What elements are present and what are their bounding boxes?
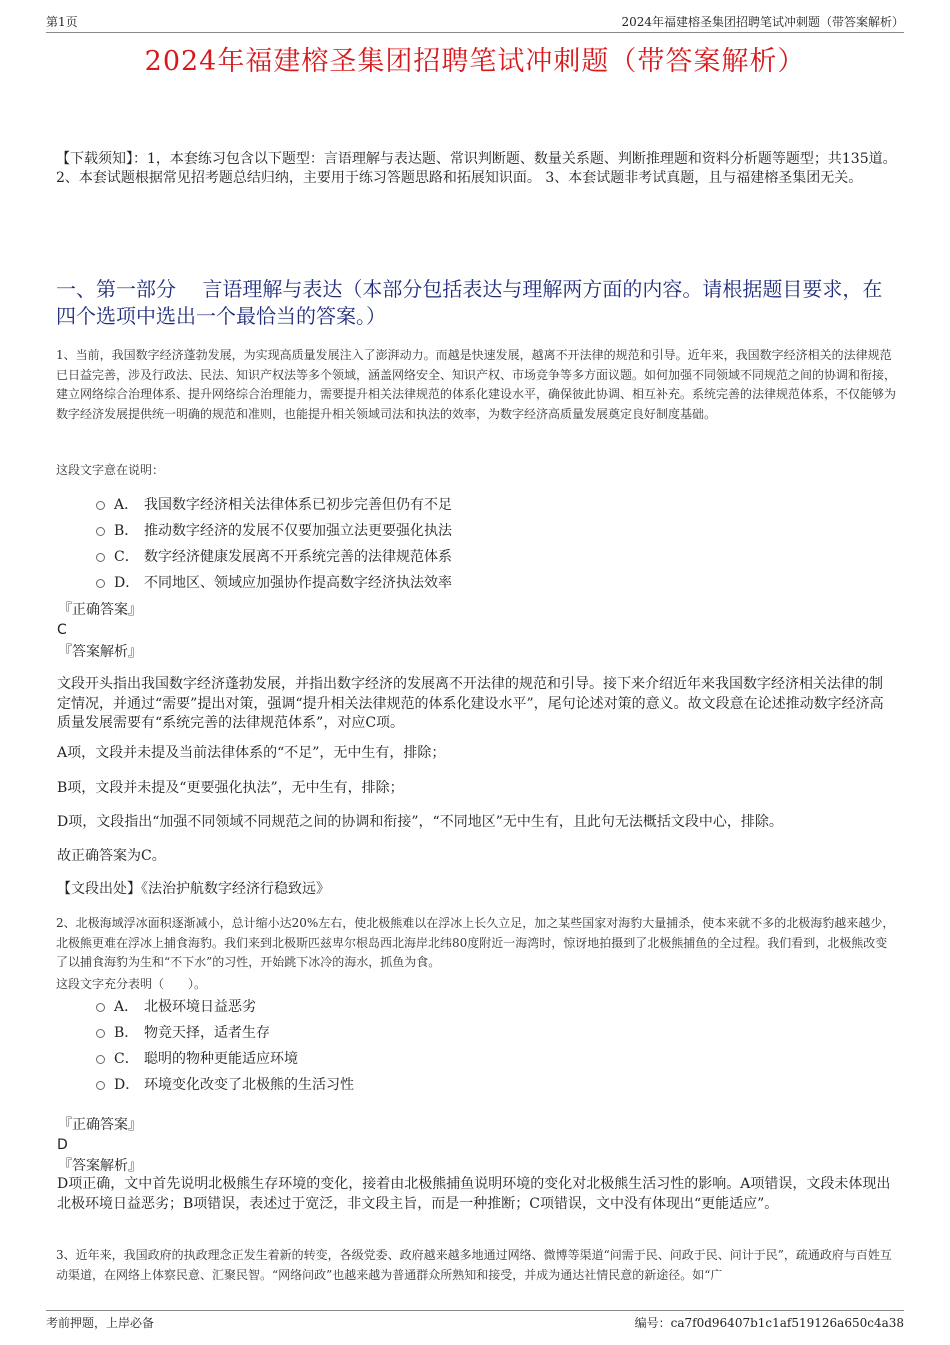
page-title: 2024年福建榕圣集团招聘笔试冲刺题（带答案解析） — [144, 46, 806, 77]
option-text: 聪明的物种更能适应环境 — [144, 1051, 298, 1067]
radio-icon[interactable] — [96, 1029, 105, 1038]
option-d[interactable] — [96, 1072, 796, 1098]
question-2-prompt: 这段文字充分表明（ ）。 — [56, 977, 207, 991]
radio-icon[interactable] — [96, 1003, 105, 1012]
answer-label: 『正确答案』 — [58, 602, 142, 618]
question-3-text: 3、近年来，我国政府的执政理念正发生着新的转变，各级党委、政府越来越多地通过网络、微博等渠道“问需于民、问政于民、问计于民”，疏通政府与百姓互动渠道，在网络上体察民意、汇聚民智。“网络问政”也越来越为普通群众所熟知和接受，并成为通达社情民意的新途径。如“广 — [56, 1248, 892, 1282]
download-notice: 【下载须知】：1，本套练习包含以下题型：言语理解与表达题、常识判断题、数量关系题、判断推理题和资料分析题等题型；共135道。 2、本套试题根据常见招考题总结归纳，主要用于练习答题思路和拓展知识面。 3、本套试题非考试真题，且与福建榕圣集团无关。 — [56, 151, 897, 186]
answer-value: D — [57, 1137, 68, 1153]
option-letter: C． — [114, 549, 139, 565]
radio-icon[interactable] — [96, 1055, 105, 1064]
question-2-options — [96, 994, 796, 1098]
radio-icon[interactable] — [96, 527, 105, 536]
option-a[interactable] — [96, 994, 796, 1020]
analysis-label: 『答案解析』 — [58, 1158, 142, 1174]
radio-icon[interactable] — [96, 501, 105, 510]
option-letter: B． — [114, 523, 139, 539]
footer-slogan: 考前押题，上岸必备 — [46, 1316, 155, 1330]
page-number: 第1页 — [46, 15, 78, 29]
question-1-prompt: 这段文字意在说明： — [56, 463, 165, 477]
option-text: 推动数字经济的发展不仅要加强立法更要强化执法 — [144, 523, 452, 539]
analysis-paragraph: D项，文段指出“加强不同领域不同规范之间的协调和衔接”，“不同地区”无中生有，且此句无法概括文段中心，排除。 — [57, 814, 783, 830]
source-note: 【文段出处】《法治护航数字经济行稳致远》 — [57, 881, 330, 897]
option-text: 物竞天择，适者生存 — [144, 1025, 270, 1041]
page-footer — [46, 1310, 904, 1333]
analysis-paragraph: D项正确，文中首先说明北极熊生存环境的变化，接着由北极熊捕鱼说明环境的变化对北极熊生活习性的影响。A项错误，文段未体现出北极环境日益恶劣；B项错误，表述过于宽泛，非文段主旨，而是一种推断；C项错误，文中没有体现出“更能适应”。 — [57, 1176, 891, 1212]
option-text: 北极环境日益恶劣 — [144, 999, 256, 1015]
option-text: 环境变化改变了北极熊的生活习性 — [144, 1077, 354, 1093]
section-heading: 一、第一部分 言语理解与表达（本部分包括表达与理解两方面的内容。请根据题目要求，在四个选项中选出一个最恰当的答案。） — [56, 277, 883, 328]
option-c[interactable] — [96, 1046, 796, 1072]
answer-value: C — [57, 622, 67, 638]
option-letter: B． — [114, 1025, 139, 1041]
question-1-text: 1、当前，我国数字经济蓬勃发展，为实现高质量发展注入了澎湃动力。而越是快速发展，越离不开法律的规范和引导。近年来，我国数字经济相关的法律规范已日益完善，涉及行政法、民法、知识产权法等多个领域，涵盖网络安全、知识产权、市场竞争等多方面议题。如何加强不同领域不同规范之间的协调和衔接，建立网络综合治理体系、提升网络综合治理能力，需要提升相关法律规范的体系化建设水平，确保彼此协调、相互补充。系统完善的法律规范体系，不仅能够为数字经济发展提供统一明确的规范和准则，也能提升相关领域司法和执法的效率，为数字经济高质量发展奠定良好制度基础。 — [56, 348, 897, 421]
answer-label: 『正确答案』 — [58, 1117, 142, 1133]
option-text: 数字经济健康发展离不开系统完善的法律规范体系 — [144, 549, 452, 565]
analysis-paragraph: 文段开头指出我国数字经济蓬勃发展，并指出数字经济的发展离不开法律的规范和引导。接下来介绍近年来我国数字经济相关法律的制定情况，并通过“需要”提出对策，强调“提升相关法律规范的体系化建设水平”，尾句论述对策的意义。故文段意在论述推动数字经济高质量发展需要有“系统完善的法律规范体系”，对应C项。 — [57, 676, 884, 731]
question-2-text: 2、北极海域浮冰面积逐渐减小，总计缩小达20%左右，使北极熊难以在浮冰上长久立足，加之某些国家对海豹大量捕杀，使本来就不多的北极海豹越来越少，北极熊更难在浮冰上捕食海豹。我们来到北极斯匹兹卑尔根岛西北海岸北纬80度附近一海湾时，惊讶地拍摄到了北极熊捕鱼的全过程。我们看到，北极熊改变了以捕食海豹为生和“不下水”的习性，开始跳下冰冷的海水，抓鱼为食。 — [56, 916, 895, 969]
option-letter: A． — [114, 999, 139, 1015]
page-header — [46, 14, 904, 33]
radio-icon[interactable] — [96, 579, 105, 588]
option-text: 我国数字经济相关法律体系已初步完善但仍有不足 — [144, 497, 452, 513]
option-b[interactable] — [96, 518, 796, 544]
radio-icon[interactable] — [96, 1081, 105, 1090]
option-a[interactable] — [96, 492, 796, 518]
analysis-paragraph: B项，文段并未提及“更要强化执法”，无中生有，排除； — [57, 780, 404, 796]
option-letter: D． — [114, 1077, 140, 1093]
option-d[interactable] — [96, 570, 796, 596]
option-letter: D． — [114, 575, 140, 591]
option-b[interactable] — [96, 1020, 796, 1046]
header-doc-title: 2024年福建榕圣集团招聘笔试冲刺题（带答案解析） — [621, 15, 904, 29]
radio-icon[interactable] — [96, 553, 105, 562]
option-letter: C． — [114, 1051, 139, 1067]
option-letter: A． — [114, 497, 139, 513]
document-id: 编号：ca7f0d96407b1c1af519126a650c4a38 — [634, 1316, 904, 1330]
question-1-options — [96, 492, 796, 596]
option-c[interactable] — [96, 544, 796, 570]
analysis-paragraph: A项，文段并未提及当前法律体系的“不足”，无中生有，排除； — [57, 745, 446, 761]
analysis-paragraph: 故正确答案为C。 — [57, 848, 166, 864]
analysis-label: 『答案解析』 — [58, 644, 142, 660]
option-text: 不同地区、领域应加强协作提高数字经济执法效率 — [144, 575, 452, 591]
